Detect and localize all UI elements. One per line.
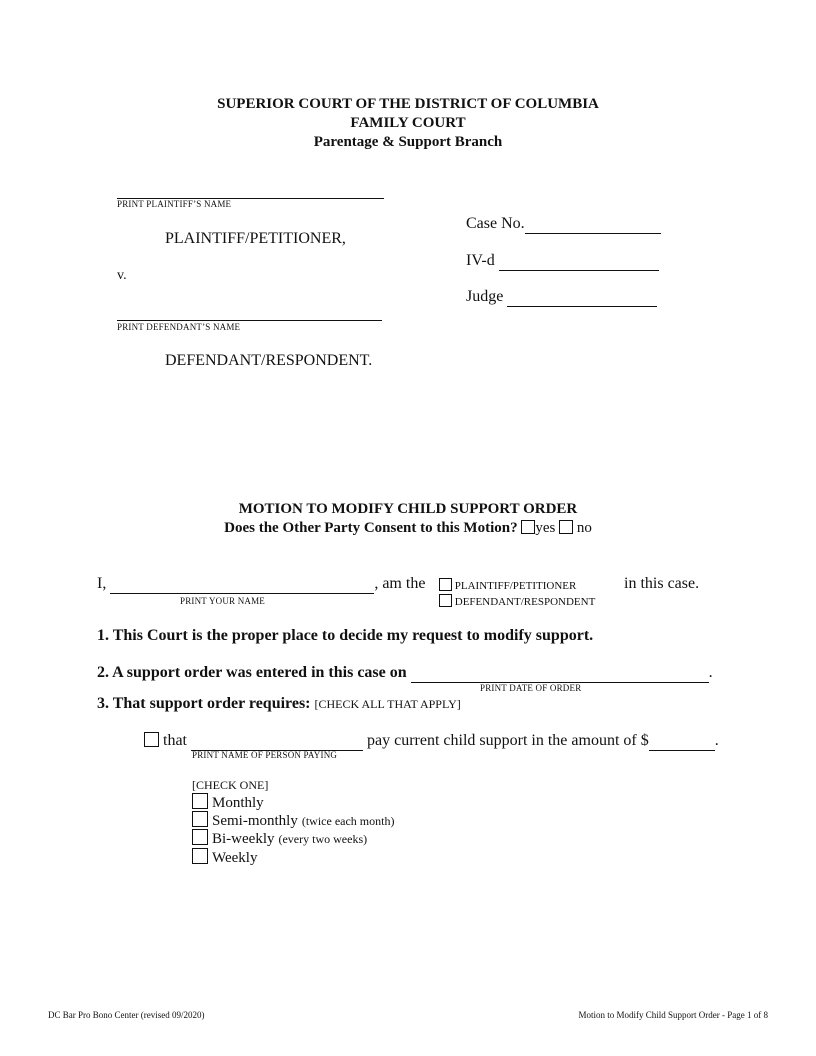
party-am-the: , am the [374, 575, 426, 592]
support-pay-text: pay current child support in the amount of $ [367, 732, 649, 749]
order-date-hint: PRINT DATE OF ORDER [480, 683, 582, 693]
support-that: that [163, 732, 187, 749]
freq-weekly-label: Weekly [212, 850, 258, 866]
payer-name-field[interactable] [191, 732, 363, 751]
freq-row-semi-monthly [192, 811, 394, 830]
versus: v. [117, 268, 127, 283]
branch-name: Parentage & Support Branch [313, 134, 503, 150]
option-plaintiff-label: PLAINTIFF/PETITIONER [454, 580, 577, 592]
your-name-field[interactable] [110, 575, 374, 594]
consent-row [0, 520, 816, 537]
case-number-field[interactable] [525, 215, 661, 234]
item-2-row: 2. A support order was entered in this case on . [97, 664, 713, 681]
amount-field[interactable] [649, 732, 715, 751]
ivd-label: IV-d [466, 252, 495, 269]
support-row: that pay current child support in the amount of $ . [144, 732, 719, 751]
division-name: FAMILY COURT [350, 115, 466, 131]
case-number-row [466, 215, 661, 234]
defendant-name-hint: PRINT DEFENDANT’S NAME [117, 322, 241, 332]
your-name-hint: PRINT YOUR NAME [180, 596, 266, 606]
judge-field[interactable] [507, 288, 657, 307]
consent-no-label: no [576, 520, 592, 536]
freq-semi-monthly-label: Semi-monthly [212, 813, 298, 829]
item-1: 1. This Court is the proper place to decide my request to modify support. [97, 627, 594, 644]
option-defendant-row [439, 594, 595, 608]
weekly-checkbox[interactable] [192, 848, 208, 864]
freq-row-bi-weekly [192, 829, 367, 848]
party-line [97, 575, 425, 594]
defendant-checkbox[interactable] [439, 594, 452, 607]
payer-name-hint: PRINT NAME OF PERSON PAYING [192, 750, 338, 760]
judge-label: Judge [466, 288, 504, 305]
footer-left: DC Bar Pro Bono Center (revised 09/2020) [48, 1010, 205, 1020]
judge-row [466, 288, 657, 307]
item-3-note: [CHECK ALL THAT APPLY] [314, 697, 461, 711]
freq-monthly-label: Monthly [212, 795, 264, 811]
freq-row-monthly [192, 793, 264, 812]
consent-question: Does the Other Party Consent to this Motion? [224, 520, 518, 536]
plaintiff-role: PLAINTIFF/PETITIONER, [165, 230, 346, 247]
plaintiff-name-field[interactable] [117, 186, 384, 199]
item-3-row [97, 695, 461, 713]
option-defendant-label: DEFENDANT/RESPONDENT [454, 596, 596, 608]
freq-bi-weekly-label: Bi-weekly [212, 831, 275, 847]
bi-weekly-checkbox[interactable] [192, 829, 208, 845]
motion-title: MOTION TO MODIFY CHILD SUPPORT ORDER [238, 501, 578, 517]
plaintiff-name-hint: PRINT PLAINTIFF’S NAME [117, 199, 232, 209]
freq-row-weekly [192, 848, 257, 867]
ivd-field[interactable] [499, 252, 659, 271]
plaintiff-checkbox[interactable] [439, 578, 452, 591]
ivd-row [466, 252, 659, 271]
item-3-text: 3. That support order requires: [97, 695, 311, 712]
support-checkbox[interactable] [144, 732, 159, 747]
semi-monthly-checkbox[interactable] [192, 811, 208, 827]
consent-yes-checkbox[interactable] [521, 520, 535, 534]
check-one-note: [CHECK ONE] [192, 778, 269, 792]
defendant-name-field[interactable] [117, 308, 382, 321]
case-number-label: Case No. [466, 215, 525, 232]
monthly-checkbox[interactable] [192, 793, 208, 809]
option-plaintiff-row [439, 578, 576, 592]
freq-semi-monthly-note: (twice each month) [301, 814, 395, 828]
consent-yes-label: yes [535, 520, 556, 536]
footer-right: Motion to Modify Child Support Order - Page 1 of 8 [578, 1010, 768, 1020]
order-date-field[interactable] [411, 664, 709, 683]
party-suffix: in this case. [624, 575, 700, 592]
consent-no-checkbox[interactable] [559, 520, 573, 534]
party-prefix: I, [97, 575, 107, 592]
item-2-text: 2. A support order was entered in this case on [97, 664, 407, 681]
court-name: SUPERIOR COURT OF THE DISTRICT OF COLUMBIA [217, 96, 599, 112]
defendant-role: DEFENDANT/RESPONDENT. [165, 352, 373, 369]
freq-bi-weekly-note: (every two weeks) [278, 832, 368, 846]
